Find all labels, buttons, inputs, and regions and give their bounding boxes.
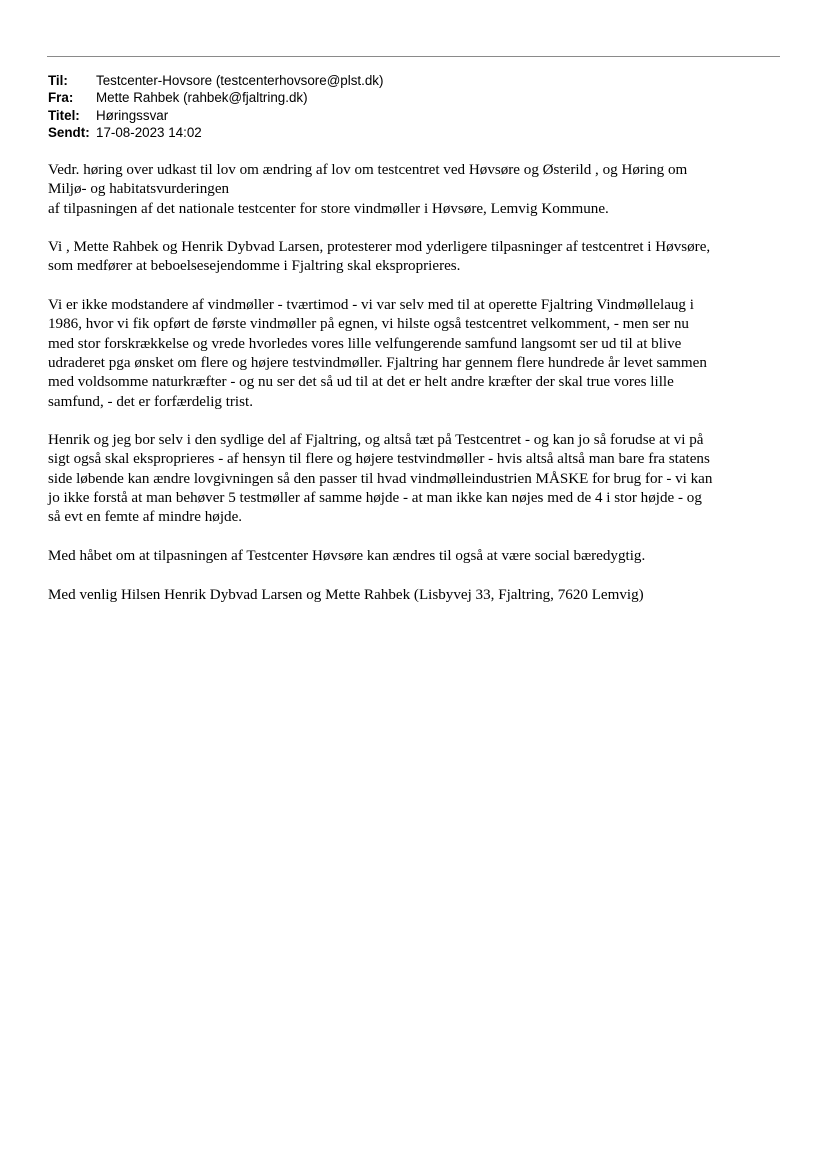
subject-value: Høringssvar <box>96 107 169 123</box>
email-header <box>48 72 383 142</box>
subject-label: Titel: <box>48 107 80 123</box>
to-row <box>48 72 383 89</box>
body-line: udraderet pga ønsket om flere og højere testvindmøller. Fjaltring har gennem flere hundrede år levet sammen <box>48 354 707 371</box>
body-paragraph <box>48 238 788 277</box>
to-value: Testcenter-Hovsore (testcenterhovsore@plst.dk) <box>96 73 384 88</box>
to-label: Til: <box>48 73 68 88</box>
body-line: med voldsomme naturkræfter - og nu ser det så ud til at det er helt andre kræfter der skal true vores lille <box>48 374 674 391</box>
from-label: Fra: <box>48 90 74 106</box>
sent-label: Sendt: <box>48 125 90 141</box>
body-line: af tilpasningen af det nationale testcenter for store vindmøller i Høvsøre, Lemvig Kommune. <box>48 200 609 217</box>
from-row <box>48 89 383 106</box>
body-paragraph <box>48 296 788 412</box>
body-line: side løbende kan ændre lovgivningen så den passer til hvad vindmølleindustrien MÅSKE for brug for - vi kan <box>48 470 713 487</box>
body-line: samfund, - det er forfærdelig trist. <box>48 393 253 410</box>
body-line: Henrik og jeg bor selv i den sydlige del af Fjaltring, og altså tæt på Testcentret - og kan jo så forudse at vi på <box>48 432 704 449</box>
body-line: Miljø- og habitatsvurderingen <box>48 181 230 198</box>
signature-line: Med venlig Hilsen Henrik Dybvad Larsen og Mette Rahbek (Lisbyvej 33, Fjaltring, 7620 Lemvig) <box>48 586 644 603</box>
from-value: Mette Rahbek (rahbek@fjaltring.dk) <box>96 90 308 106</box>
sent-value: 17-08-2023 14:02 <box>96 125 202 141</box>
sent-row <box>48 124 383 141</box>
subject-row <box>48 107 383 124</box>
body-line: med stor forskrækkelse og vrede hvorledes vores lille velfungerende samfund langsomt ser ud til at blive <box>48 335 682 352</box>
body-line: så evt en femte af mindre højde. <box>48 509 243 526</box>
email-body <box>48 161 788 624</box>
header-divider <box>47 56 780 57</box>
body-paragraph <box>48 547 788 566</box>
body-line: 1986, hvor vi fik opført de første vindmøller på egnen, vi hilste også testcentret velkomment, - men ser nu <box>48 316 689 333</box>
body-line: som medfører at beboelsesejendomme i Fjaltring skal eksproprieres. <box>48 258 461 275</box>
body-paragraph <box>48 161 788 219</box>
signature-paragraph <box>48 586 788 605</box>
body-line: Med håbet om at tilpasningen af Testcenter Høvsøre kan ændres til også at være social bæredygtig. <box>48 547 646 564</box>
body-line: Vedr. høring over udkast til lov om ændring af lov om testcentret ved Høvsøre og Østerild , og Høring om <box>48 162 688 178</box>
body-paragraph <box>48 431 788 527</box>
body-line: Vi er ikke modstandere af vindmøller - tværtimod - vi var selv med til at operette Fjaltring Vindmøllelaug i <box>48 297 694 314</box>
body-line: jo ikke forstå at man behøver 5 testmøller af samme højde - at man ikke kan nøjes med de 4 i stor højde - og <box>48 490 702 507</box>
body-line: Vi , Mette Rahbek og Henrik Dybvad Larsen, protesterer mod yderligere tilpasninger af testcentret i Høvsøre, <box>48 239 711 256</box>
body-line: sigt også skal eksproprieres - af hensyn til flere og højere testvindmøller - hvis altså altså man bare fra statens <box>48 451 710 468</box>
